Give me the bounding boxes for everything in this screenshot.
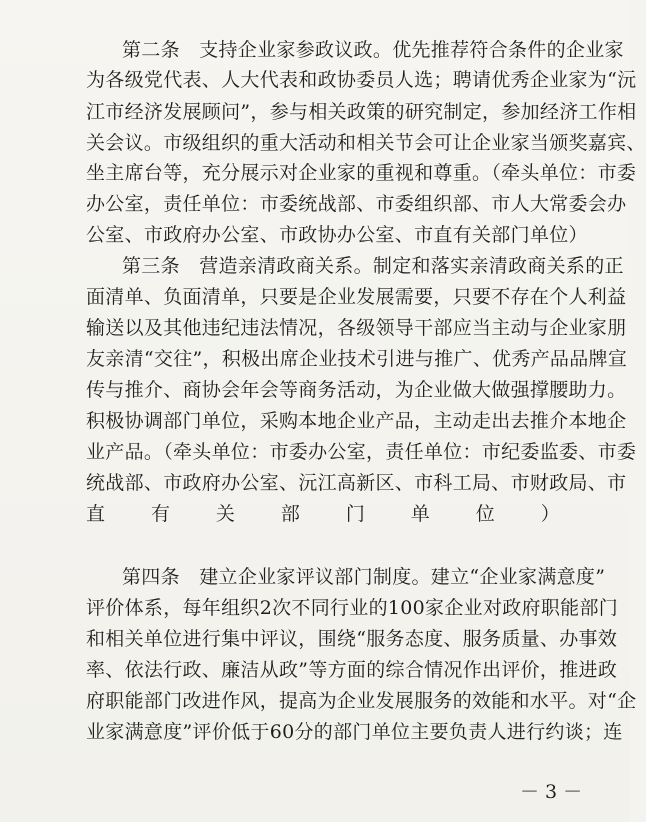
article-3-line-9: 直有关部门单位） (86, 503, 560, 525)
article-2-line-2: 为各级党代表、人大代表和政协委员人选；聘请优秀企业家为“沅 (86, 69, 637, 91)
article-2-line-6: 办公室，责任单位：市委统战部、市委组织部、市人大常委会办 (86, 193, 627, 215)
article-4-line-6: 业家满意度”评价低于60分的部门单位主要负责人进行约谈；连 (86, 721, 623, 743)
article-3-line-7: 业产品。（牵头单位：市委办公室，责任单位：市纪委监委、市委 (86, 441, 637, 463)
article-3-line-10 (86, 533, 560, 557)
article-4-line-3: 和相关单位进行集中评议，围绕“服务态度、服务质量、办事效 (86, 628, 618, 650)
article-4-line-4: 率、依法行政、廉洁从政”等方面的综合情况作出评价，推进政 (86, 659, 618, 681)
article-2-line-4: 关会议。市级组织的重大活动和相关节会可让企业家当颁奖嘉宾、 (86, 132, 646, 154)
article-4-line-5: 府职能部门改进作风，提高为企业发展服务的效能和水平。对“企 (86, 690, 637, 712)
article-4-line-2: 评价体系，每年组织2次不同行业的100家企业对政府职能部门 (86, 597, 619, 619)
article-2-line-7: 公室、市政府办公室、市政协办公室、市直有关部门单位） (86, 224, 588, 246)
article-2-line-5: 坐主席台等，充分展示对企业家的重视和尊重。（牵头单位：市委 (86, 162, 637, 184)
page-number: － 3 － (520, 781, 583, 803)
article-4-line-1: 第四条 建立企业家评议部门制度。建立“企业家满意度” (122, 566, 606, 588)
article-3-line-8: 统战部、市政府办公室、沅江高新区、市科工局、市财政局、市 (86, 472, 627, 494)
article-2-line-1: 第二条 支持企业家参政议政。优先推荐符合条件的企业家 (122, 39, 624, 61)
article-3-line-5: 传与推介、商协会年会等商务活动，为企业做大做强撑腰助力。 (86, 379, 627, 401)
article-3-line-1: 第三条 营造亲清政商关系。制定和落实亲清政商关系的正 (122, 255, 624, 277)
article-3-line-4: 友亲清“交往”，积极出席企业技术引进与推广、优秀产品品牌宣 (86, 348, 628, 370)
article-2-line-3: 江市经济发展顾问”，参与相关政策的研究制定，参加经济工作相 (86, 101, 637, 123)
article-3-line-6: 积极协调部门单位，采购本地企业产品，主动走出去推介本地企 (86, 410, 627, 432)
article-3-line-2: 面清单、负面清单，只要是企业发展需要，只要不存在个人利益 (86, 286, 627, 308)
article-3-line-3: 输送以及其他违纪违法情况，各级领导干部应当主动与企业家朋 (86, 317, 627, 339)
